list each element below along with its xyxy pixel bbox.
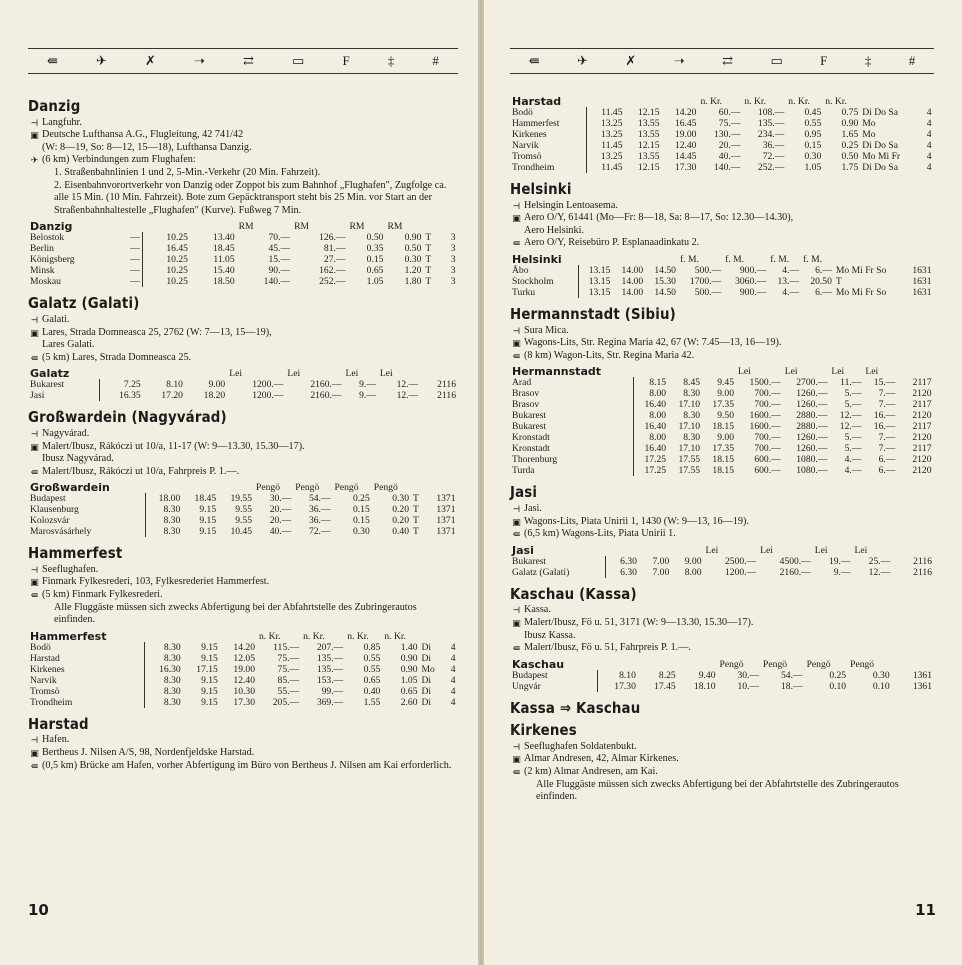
car-icon: ⇚ (512, 767, 521, 778)
airport-icon: ⊣ (512, 325, 521, 336)
table-row: Moskau — 10.25 18.50 140.— 252.— 1.05 1.80 T 3 (30, 276, 456, 288)
table-row: Turda 17.25 17.55 18.15 600.— 1080.— 4.— 6.— 2120 (512, 465, 932, 477)
left-content (28, 90, 458, 772)
table-row: Bodö 11.45 12.15 14.20 60.— 108.— 0.45 0.75 Di Do Sa 4 (512, 107, 932, 118)
telegram-line: Aero Helsinki. (524, 224, 584, 236)
table-row: Königsberg — 10.25 11.05 15.— 27.— 0.15 0.30 T 3 (30, 254, 456, 266)
office-icon: ▣ (30, 577, 39, 588)
car-icon: ⇚ (512, 350, 521, 361)
office-icon: ▣ (512, 754, 521, 765)
airport-icon: ⊣ (512, 741, 521, 752)
f-symbol: F (342, 53, 350, 68)
office-line: ▣ Almar Andresen, 42, Almar Kirkenes. (510, 753, 934, 766)
office-icon: ▣ (512, 338, 521, 349)
airport-icon: ⊣ (30, 735, 39, 746)
city-title: Harstad (28, 714, 89, 733)
bus-line: ⇚ Malert/Ibusz, Fö u. 51, Fahrpreis P. 1.—. (510, 642, 934, 655)
city-title: Kaschau (Kassa) (510, 584, 637, 603)
car-icon: ⇚ (47, 53, 58, 68)
table-row: Ungvár 17.30 17.45 18.10 10.— 18.— 0.10 0.10 1361 (512, 680, 932, 692)
telegram-line: Ibusz Kassa. (524, 629, 576, 641)
table-row: Trondheim 8.30 9.15 17.30 205.— 369.— 1.55 2.60 Di 4 (30, 696, 456, 708)
plane-icon: ✈ (30, 155, 39, 166)
table-row: Trondheim 11.45 12.15 17.30 140.— 252.— 1.05 1.75 Di Do Sa 4 (512, 162, 932, 173)
table-row: Budapest 18.00 18.45 19.55 30.— 54.— 0.25 0.30 T 1371 (30, 493, 456, 505)
table-row: Åbo 13.15 14.00 14.50 500.— 900.— 4.— 6.— Mo Mi Fr So 1631 (512, 264, 932, 276)
office-line: ▣ Bertheus J. Nilsen A/S, 98, Nordenfjeldske Harstad. (28, 747, 458, 760)
airport-line: ⊣ Hafen. (28, 734, 458, 747)
exchange-icon: ⇄ (243, 53, 254, 68)
table-row: Thorenburg 17.25 17.55 18.15 600.— 1080.— 4.— 6.— 2120 (512, 454, 932, 466)
dagger-icon: ‡ (864, 53, 872, 68)
note-text: Alle Fluggäste müssen sich zwecks Abfertigung bei der Abfahrtstelle des Zubringerautos einfinden. (536, 778, 899, 803)
airport-icon: ⊣ (512, 200, 521, 211)
timetable: Jasi Lei Lei Lei Lei Bukarest 6.30 7.00 9.00 2500.— 4500.— 19.— 25.— 2116 Galatz (Galati) 6.30 7.00 8.00 1200.— 2160.— 9.— 12.— 2116 (512, 543, 932, 578)
telegram-line: Ibusz Nagyvárad. (42, 453, 114, 465)
page-number: 10 (28, 901, 49, 919)
airport-line: ⊣ Helsingin Lentoasema. (510, 200, 934, 213)
table-row: Marosvásárhely 8.30 9.15 10.45 40.— 72.— 0.30 0.40 T 1371 (30, 526, 456, 538)
arrow-icon: ➝ (673, 53, 685, 68)
left-page (0, 0, 478, 965)
dagger-icon: ‡ (387, 53, 395, 68)
hash-icon: # (908, 53, 916, 68)
city-title: Helsinki (510, 180, 572, 198)
office-icon: ▣ (30, 748, 39, 759)
city-title: Jasi (510, 483, 538, 502)
cross-reference: Kassa ⇒ Kaschau (510, 698, 641, 717)
table-row: Brasov 16.40 17.10 17.35 700.— 1260.— 5.— 7.— 2117 (512, 399, 932, 411)
page-number: 11 (915, 901, 936, 919)
office-icon: ▣ (512, 516, 521, 527)
reference-arrow-icon: ⇒ (559, 698, 577, 717)
bus-line: ⇚ (0,5 km) Brücke am Hafen, vorher Abfertigung im Büro von Bertheus J. Nilsen am Kai erforderlich. (28, 760, 458, 773)
timetable: Hermannstadt Lei Lei Lei Lei Arad 8.15 8.45 9.45 1500.— 2700.— 11.— 15.— 2117 Brasov 8.00 8.30 9.00 700.— 1260.— 5.— 7.— 2120 Brasov 16.40 17.10 17.35 700.— 1260.— 5.— 7.— 2117 Bukarest 8.00 8.30 9.50 1600.— 2880.— 12.— 16.— 2120 Bukarest 16.40 17.10 18.15 1600.— 2880.— 12.— 16.— 2117 Kronstadt 8.00 8.30 9.00 700.— 1260.— 5.— 7.— 2120 Kronstadt 16.40 17.10 17.35 700.— 1260.— 5.— 7.— 2117 Thorenburg 17.25 17.55 18.15 600.— 1080.— 4.— 6.— 2120 Turda 17.25 17.55 18.15 600.— 1080.— 4.— 6.— 2120 (512, 365, 932, 477)
table-row: Kronstadt 16.40 17.10 17.35 700.— 1260.— 5.— 7.— 2117 (512, 443, 932, 455)
table-row: Berlin — 16.45 18.45 45.— 81.— 0.35 0.50 T 3 (30, 243, 456, 255)
building-icon: ▭ (292, 53, 305, 68)
office-line: ▣ Wagons-Lits, Str. Regina Maria 42, 67 (W: 7.45—13, 16—19). (510, 337, 934, 350)
table-row: Kirkenes 16.30 17.15 19.00 75.— 135.— 0.55 0.90 Mo 4 (30, 663, 456, 675)
timetable: Harstad n. Kr. n. Kr. n. Kr. n. Kr. Bodö 11.45 12.15 14.20 60.— 108.— 0.45 0.75 Di Do Sa 4 Hammerfest 13.25 13.55 16.45 75.— 135.— 0.55 0.90 Mo 4 Kirkenes 13.25 13.55 19.00 130.— 234.— 0.95 1.65 Mo 4 Narvik 11.45 12.15 12.40 20.— 36.— 0.15 0.25 Di Do Sa 4 Tromsö 13.25 13.55 14.45 40.— 72.— 0.30 0.50 Mo Mi Fr 4 Trondheim 11.45 12.15 17.30 140.— 252.— 1.05 1.75 Di Do Sa 4 (512, 95, 932, 173)
plane-icon: ✈ (577, 53, 588, 68)
office-line: ▣ Wagons-Lits, Piata Unirii 1, 1430 (W: 9—13, 16—19). (510, 516, 934, 529)
car-icon: ⇚ (512, 529, 521, 540)
airport-line: ⊣ Langfuhr. (28, 117, 458, 130)
hash-icon: # (432, 53, 439, 68)
timetable: Galatz Lei Lei Lei Lei Bukarest 7.25 8.10 9.00 1200.— 2160.— 9.— 12.— 2116 Jasi 16.35 17.20 18.20 1200.— 2160.— 9.— 12.— 2116 (30, 367, 456, 402)
table-row: Arad 8.15 8.45 9.45 1500.— 2700.— 11.— 15.— 2117 (512, 377, 932, 389)
transfer-detail: 2. Eisenbahnvorortverkehr von Danzig oder Zoppot bis zum Bahnhof „Flughafen", Zugfolge ca. alle 15 Min. (10 Min. Fahrzeit). Bote zum Gepäcktransport steht bis 25 Min. vor Start an der Straßenbahnhaltestelle „Flughafen" (Kurve). Fußweg 7 Min. (54, 179, 447, 216)
bus-line: ⇚ (5 km) Lares, Strada Domneasca 25. (28, 352, 458, 365)
office-line: ▣ Finmark Fylkesrederi, 103, Fylkesrederiet Hammerfest. (28, 576, 458, 589)
table-row: Tromsö 13.25 13.55 14.45 40.— 72.— 0.30 0.50 Mo Mi Fr 4 (512, 151, 932, 162)
office-line: ▣ Deutsche Lufthansa A.G., Flugleitung, 42 741/42 (28, 129, 458, 142)
timetable: Hammerfest n. Kr. n. Kr. n. Kr. n. Kr. Bodö 8.30 9.15 14.20 115.— 207.— 0.85 1.40 Di 4 Harstad 8.30 9.15 12.05 75.— 135.— 0.55 0.90 Di 4 Kirkenes 16.30 17.15 19.00 75.— 135.— 0.55 0.90 Mo 4 Narvik 8.30 9.15 12.40 85.— 153.— 0.65 1.05 Di 4 Tromsö 8.30 9.15 10.30 55.— 99.— 0.40 0.65 Di 4 Trondheim 8.30 9.15 17.30 205.— 369.— 1.55 2.60 Di 4 (30, 629, 456, 708)
office-icon: ▣ (512, 617, 521, 628)
office-line: ▣ Malert/Ibusz, Fö u. 51, 3171 (W: 9—13.30, 15.30—17). (510, 617, 934, 630)
airport-line: ⊣ Jasi. (510, 503, 934, 516)
timetable: Danzig RM RM RM RM Belostok — 10.25 13.40 70.— 126.— 0.50 0.90 T 3 Berlin — 16.45 18.45 45.— 81.— 0.35 0.50 T 3 Königsberg — 10.25 11.05 15.— 27.— 0.15 0.30 T 3 Minsk — 10.25 15.40 90.— 162.— 0.65 1.20 T 3 Moskau — 10.25 18.50 140.— 252.— 1.05 1.80 T 3 (30, 220, 456, 288)
table-row: Harstad 8.30 9.15 12.05 75.— 135.— 0.55 0.90 Di 4 (30, 652, 456, 664)
table-row: Narvik 8.30 9.15 12.40 85.— 153.— 0.65 1.05 Di 4 (30, 674, 456, 686)
office-line: ▣ Malert/Ibusz, Rákóczi ut 10/a, 11-17 (W: 9—13.30, 15.30—17). (28, 441, 458, 454)
city-title: Großwardein (Nagyvárad) (28, 408, 227, 427)
airport-icon: ⊣ (30, 117, 39, 128)
city-title: Hermannstadt (Sibiu) (510, 304, 676, 323)
airport-icon: ⊣ (30, 314, 39, 325)
airport-line: ⊣ Galati. (28, 314, 458, 327)
car-icon: ⇚ (528, 53, 540, 68)
office-icon: ▣ (512, 213, 521, 224)
airport-icon: ⊣ (512, 605, 521, 616)
car-icon: ⇚ (30, 352, 39, 363)
table-row: Narvik 11.45 12.15 12.40 20.— 36.— 0.15 0.25 Di Do Sa 4 (512, 140, 932, 151)
table-row: Klausenburg 8.30 9.15 9.55 20.— 36.— 0.15 0.20 T 1371 (30, 504, 456, 516)
airport-line: ⊣ Seeflughafen Soldatenbukt. (510, 741, 934, 754)
airport-icon: ⊣ (30, 564, 39, 575)
car-icon: ⇚ (30, 466, 39, 477)
car-icon: ⇚ (30, 590, 39, 601)
transfer-detail: 1. Straßenbahnlinien 1 und 2, 5-Min.-Verkehr (20 Min. Fahrzeit). (54, 166, 321, 178)
airport-line: ⊣ Nagyvárad. (28, 428, 458, 441)
table-origin: Danzig (30, 220, 73, 234)
airport-line: ⊣ Sura Mica. (510, 325, 934, 338)
table-row: Kirkenes 13.25 13.55 19.00 130.— 234.— 0.95 1.65 Mo 4 (512, 129, 932, 140)
city-title: Danzig (28, 97, 81, 115)
note-text: Alle Fluggäste müssen sich zwecks Abfertigung bei der Abfahrtstelle des Zubringerautos einfinden. (54, 601, 417, 626)
table-row: Budapest 8.10 8.25 9.40 30.— 54.— 0.25 0.30 1361 (512, 669, 932, 681)
bus-line: ⇚ Aero O/Y, Reisebüro P. Esplanaadinkatu 2. (510, 237, 934, 250)
table-row: Galatz (Galati) 6.30 7.00 8.00 1200.— 2160.— 9.— 12.— 2116 (512, 566, 932, 578)
car-icon: ⇚ (512, 238, 521, 249)
airport-line: ⊣ Seeflughafen. (28, 564, 458, 577)
right-content (510, 96, 934, 804)
building-icon: ▭ (770, 53, 783, 68)
table-row: Brasov 8.00 8.30 9.00 700.— 1260.— 5.— 7.— 2120 (512, 388, 932, 400)
cross-icon: ✗ (625, 53, 637, 68)
table-row: Bukarest 8.00 8.30 9.50 1600.— 2880.— 12.— 16.— 2120 (512, 410, 932, 422)
office-icon: ▣ (30, 130, 39, 141)
cross-icon: ✗ (145, 53, 156, 68)
city-title: Galatz (Galati) (28, 294, 140, 313)
plane-icon: ✈ (96, 53, 107, 68)
table-row: Belostok — 10.25 13.40 70.— 126.— 0.50 0.90 T 3 (30, 232, 456, 244)
table-row: Tromsö 8.30 9.15 10.30 55.— 99.— 0.40 0.65 Di 4 (30, 685, 456, 697)
table-row: Minsk — 10.25 15.40 90.— 162.— 0.65 1.20 T 3 (30, 265, 456, 277)
car-icon: ⇚ (512, 643, 521, 654)
table-row: Stockholm 13.15 14.00 15.30 1700.— 3060.— 13.— 20.50 T 1631 (512, 275, 932, 287)
header-symbol-bar (28, 48, 458, 74)
right-page (484, 0, 962, 965)
table-row: Kolozsvár 8.30 9.15 9.55 20.— 36.— 0.15 0.20 T 1371 (30, 515, 456, 527)
bus-line: ⇚ (5 km) Finmark Fylkesrederi. (28, 589, 458, 602)
bus-line: ⇚ (2 km) Almar Andresen, am Kai. (510, 766, 934, 779)
header-symbol-bar (510, 48, 934, 74)
timetable: Kaschau Pengö Pengö Pengö Pengö Budapest 8.10 8.25 9.40 30.— 54.— 0.25 0.30 1361 Ungvár 17.30 17.45 18.10 10.— 18.— 0.10 0.10 1361 (512, 657, 932, 692)
office-line: ▣ Lares, Strada Domneasca 25, 2762 (W: 7—13, 15—19), (28, 327, 458, 340)
table-row: Jasi 16.35 17.20 18.20 1200.— 2160.— 9.— 12.— 2116 (30, 390, 456, 402)
f-symbol: F (820, 53, 828, 68)
table-row: Bukarest 16.40 17.10 18.15 1600.— 2880.— 12.— 16.— 2117 (512, 421, 932, 433)
timetable: Großwardein Pengö Pengö Pengö Pengö Budapest 18.00 18.45 19.55 30.— 54.— 0.25 0.30 T 1371 Klausenburg 8.30 9.15 9.55 20.— 36.— 0.15 0.20 T 1371 Kolozsvár 8.30 9.15 9.55 20.— 36.— 0.15 0.20 T 1371 Marosvásárhely 8.30 9.15 10.45 40.— 72.— 0.30 0.40 T 1371 (30, 481, 456, 538)
table-row: Bodö 8.30 9.15 14.20 115.— 207.— 0.85 1.40 Di 4 (30, 641, 456, 653)
airport-icon: ⊣ (512, 503, 521, 514)
table-row: Bukarest 6.30 7.00 9.00 2500.— 4500.— 19.— 25.— 2116 (512, 555, 932, 567)
city-title: Hammerfest (28, 544, 123, 563)
bus-line: ⇚ Malert/Ibusz, Rákóczi ut 10/a, Fahrpreis P. 1.—. (28, 466, 458, 479)
office-icon: ▣ (30, 441, 39, 452)
bus-line: ⇚ (8 km) Wagon-Lits, Str. Regina Maria 42. (510, 350, 934, 363)
table-row: Kronstadt 8.00 8.30 9.00 700.— 1260.— 5.— 7.— 2120 (512, 432, 932, 444)
telegram-line: Lares Galati. (42, 339, 95, 351)
table-row: Hammerfest 13.25 13.55 16.45 75.— 135.— 0.55 0.90 Mo 4 (512, 118, 932, 129)
table-row: Bukarest 7.25 8.10 9.00 1200.— 2160.— 9.— 12.— 2116 (30, 379, 456, 391)
arrow-icon: ➝ (194, 53, 205, 68)
hours-line: (W: 8—19, So: 8—12, 15—18), Lufthansa Danzig. (42, 141, 252, 153)
city-title: Kirkenes (510, 721, 577, 740)
airport-line: ⊣ Kassa. (510, 604, 934, 617)
airport-icon: ⊣ (30, 428, 39, 439)
timetable: Helsinki f. M. f. M. f. M. f. M. Åbo 13.15 14.00 14.50 500.— 900.— 4.— 6.— Mo Mi Fr So 1631 Stockholm 13.15 14.00 15.30 1700.— 3060.— 13.— 20.50 T 1631 Turku 13.15 14.00 14.50 500.— 900.— 4.— 6.— Mo Mi Fr So 1631 (512, 252, 932, 298)
exchange-icon: ⇄ (722, 53, 733, 68)
transfer-line: ✈ (6 km) Verbindungen zum Flughafen: (28, 154, 458, 167)
bus-line: ⇚ (6,5 km) Wagons-Lits, Piata Unirii 1. (510, 528, 934, 541)
table-row: Turku 13.15 14.00 14.50 500.— 900.— 4.— 6.— Mo Mi Fr So 1631 (512, 286, 932, 298)
car-icon: ⇚ (30, 760, 39, 771)
office-line: ▣ Aero O/Y, 61441 (Mo—Fr: 8—18, Sa: 8—17, So: 12.30—14.30), (510, 212, 934, 225)
office-icon: ▣ (30, 327, 39, 338)
